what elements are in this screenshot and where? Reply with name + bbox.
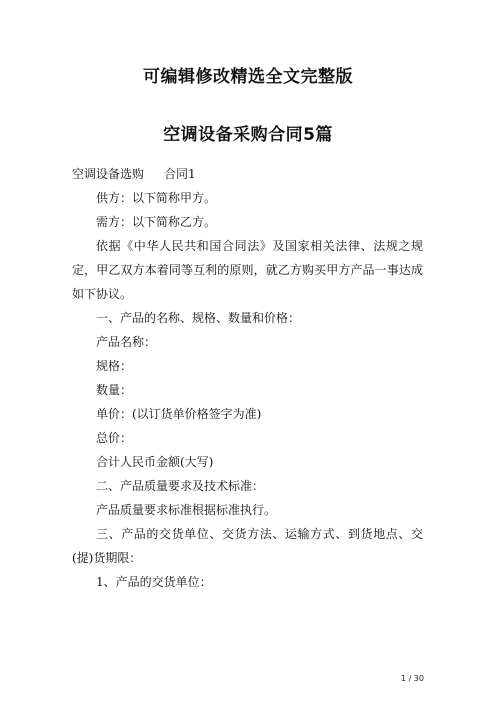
page-header: 可编辑修改精选全文完整版 xyxy=(143,67,353,87)
paragraph-quantity: 数量： xyxy=(96,383,133,397)
contract-heading-number: 合同1 xyxy=(164,167,196,181)
paragraph-section-1: 一、产品的名称、规格、数量和价格： xyxy=(96,311,301,325)
paragraph-section-2: 二、产品质量要求及技术标准： xyxy=(96,479,265,493)
paragraph-total-rmb: 合计人民币金额(大写) xyxy=(96,455,214,469)
paragraph-quality: 产品质量要求标准根据标准执行。 xyxy=(96,503,277,517)
paragraph-total-price: 总价： xyxy=(96,431,133,445)
paragraph-section-3: 三、产品的交货单位、交货方法、运输方式、到货地点、交(提)货期限： xyxy=(72,527,423,565)
paragraph-buyer: 需方：以下简称乙方。 xyxy=(96,215,217,229)
contract-heading xyxy=(72,162,423,186)
paragraph-spec: 规格： xyxy=(96,359,133,373)
page-number: 1 / 30 xyxy=(400,674,424,683)
document-body xyxy=(72,162,423,594)
paragraph-supplier: 供方：以下简称甲方。 xyxy=(96,191,217,205)
document-title: 空调设备采购合同5篇 xyxy=(163,125,333,145)
paragraph-intro: 依据《中华人民共和国合同法》及国家相关法律、法规之规定，甲乙双方本着同等互利的原则，就乙方购买甲方产品一事达成如下协议。 xyxy=(72,239,423,301)
paragraph-product-name: 产品名称： xyxy=(96,335,157,349)
paragraph-item-1: 1、产品的交货单位： xyxy=(96,575,212,589)
contract-heading-name: 空调设备选购 xyxy=(72,167,145,181)
paragraph-unit-price: 单价：(以订货单价格签字为准) xyxy=(96,407,262,421)
